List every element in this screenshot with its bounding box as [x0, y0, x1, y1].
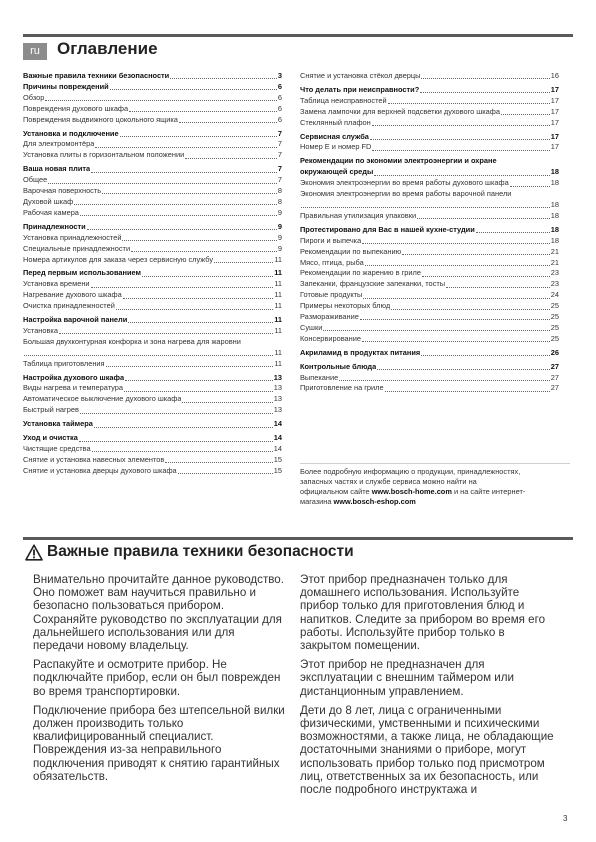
toc-leader — [102, 193, 277, 194]
toc-leader — [170, 78, 277, 79]
toc-entry-title: Снятие и установка навесных элементов — [23, 454, 165, 464]
toc-page-number: 11 — [274, 315, 282, 325]
toc-leader — [178, 473, 273, 474]
toc-entry-title: Повреждения выдвижного цокольного ящика — [23, 114, 178, 124]
toc-page-number: 18 — [550, 199, 559, 209]
toc-entry[interactable] — [300, 132, 559, 143]
toc-leader — [388, 103, 550, 104]
toc-page-number: 26 — [550, 347, 559, 357]
safety-title: Важные правила техники безопасности — [47, 543, 354, 560]
toc-leader — [339, 380, 550, 381]
toc-page-number: 7 — [277, 139, 282, 149]
toc-page-number: 6 — [277, 92, 282, 102]
toc-leader — [106, 366, 274, 367]
toc-page-number: 13 — [273, 383, 282, 393]
toc-entry-title: Рекомендации по жарению в гриле — [300, 268, 421, 278]
toc-page-number: 21 — [550, 246, 559, 256]
toc-page-number: 11 — [274, 290, 282, 300]
bosch-home-link[interactable]: www.bosch-home.com — [371, 487, 452, 496]
toc-leader — [92, 451, 273, 452]
toc-entry-title: Уход и очистка — [23, 433, 78, 443]
toc-page-number: 17 — [550, 106, 559, 116]
toc-entry-title: Экономия электроэнергии во время работы духового шкафа — [300, 178, 509, 188]
toc-leader — [116, 309, 274, 310]
toc-entry-title: Установка времени — [23, 279, 90, 289]
toc-page-number: 11 — [274, 325, 282, 335]
toc-entry-title: Для электромонтёра — [23, 139, 95, 149]
toc-entry-title: Важные правила техники безопасности — [23, 71, 170, 80]
safety-section-header — [23, 537, 573, 564]
toc-leader — [87, 229, 277, 230]
toc-page-number: 9 — [277, 221, 282, 231]
page-number: 3 — [563, 814, 568, 823]
toc-entry[interactable] — [23, 433, 282, 444]
toc-entry[interactable] — [23, 175, 282, 186]
toc-entry[interactable] — [300, 258, 559, 269]
toc-leader — [94, 427, 273, 428]
toc-page-number: 17 — [550, 117, 559, 127]
toc-leader — [421, 78, 549, 79]
toc-entry-title: Рекомендации по выпеканию — [300, 246, 402, 256]
toc-page-number: 18 — [550, 235, 559, 245]
toc-page-number: 15 — [273, 465, 282, 475]
toc-entry-title: Настройка духового шкафа — [23, 372, 125, 382]
toc-entry[interactable] — [300, 362, 559, 373]
toc-entry-title: Замена лампочки для верхней подсветки духового шкафа — [300, 106, 500, 116]
toc-entry-title: Чистящие средства — [23, 444, 91, 453]
safety-left-column — [33, 573, 288, 789]
toc-entry-title: Снятие и установка дверцы духового шкафа — [23, 465, 177, 475]
website-note-text: и на сайте интернет- — [451, 487, 526, 496]
toc-entry-title: Автоматическое выключение духового шкафа — [23, 394, 182, 404]
toc-leader — [417, 218, 550, 219]
toc-entry[interactable] — [300, 279, 559, 290]
toc-leader — [362, 341, 550, 342]
toc-leader — [120, 136, 277, 137]
toc-entry-title: Ваша новая плита — [23, 164, 91, 174]
toc-leader — [80, 413, 273, 414]
toc-entry[interactable] — [300, 167, 559, 178]
toc-leader — [391, 309, 550, 310]
bosch-eshop-link[interactable]: www.bosch-eshop.com — [333, 497, 416, 506]
toc-leader — [179, 122, 277, 123]
toc-page-number: 9 — [277, 207, 282, 217]
toc-page-number: 3 — [277, 71, 282, 80]
toc-page-number: 9 — [277, 243, 282, 253]
toc-header — [23, 34, 573, 63]
safety-paragraph: Этот прибор не предназначен для эксплуатации с внешним таймером или дистанционным управлением. — [300, 658, 514, 698]
toc-entry[interactable] — [23, 290, 282, 301]
toc-entry-title: Установка принадлежностей — [23, 232, 122, 242]
toc-page-number: 18 — [550, 167, 559, 177]
toc-entry[interactable] — [23, 268, 282, 279]
toc-entry-title: Протестировано для Вас в нашей кухне-студии — [300, 224, 475, 234]
toc-entry-title: Что делать при неисправности? — [300, 84, 420, 94]
website-note-line — [300, 487, 570, 497]
toc-entry-title: Номер E и номер FD — [300, 142, 372, 152]
toc-leader — [122, 240, 276, 241]
toc-entry[interactable] — [23, 348, 282, 359]
toc-entry[interactable] — [23, 233, 282, 244]
toc-entry[interactable] — [300, 225, 559, 236]
toc-entry[interactable] — [23, 139, 282, 150]
toc-leader — [129, 111, 277, 112]
toc-entry[interactable] — [300, 211, 559, 222]
toc-page-number: 15 — [273, 454, 282, 464]
toc-entry-title: Общее — [23, 175, 48, 185]
toc-entry[interactable] — [300, 334, 559, 345]
toc-page-number: 14 — [273, 433, 282, 443]
toc-page-number: 8 — [277, 186, 282, 196]
toc-page-number: 25 — [550, 322, 559, 332]
toc-entry[interactable] — [23, 373, 282, 384]
toc-entry[interactable] — [300, 268, 559, 279]
toc-entry[interactable] — [23, 104, 282, 115]
toc-entry[interactable] — [300, 236, 559, 247]
toc-entry-title: Номера артикулов для заказа через сервисную службу — [23, 254, 214, 264]
toc-leader — [501, 114, 550, 115]
toc-entry[interactable] — [23, 466, 282, 477]
toc-left-column — [23, 71, 282, 477]
toc-entry-title: Акриламид в продуктах питания — [300, 347, 421, 357]
toc-entry-title: Готовые продукты — [300, 290, 363, 300]
toc-leader — [182, 402, 272, 403]
toc-leader — [128, 322, 273, 323]
toc-page-number: 16 — [550, 71, 559, 80]
website-note-text: магазина — [300, 497, 334, 506]
toc-entry-title: Мясо, птица, рыба — [300, 257, 364, 267]
toc-entry-title: Духовой шкаф — [23, 196, 74, 206]
website-note-line: запасных частях и службе сервиса можно найти на — [300, 477, 477, 486]
toc-page-number: 24 — [550, 290, 559, 300]
toc-page-number: 27 — [550, 372, 559, 382]
safety-paragraph: Распакуйте и осмотрите прибор. Не подключайте прибор, если он был поврежден во время транспортировки. — [33, 658, 281, 698]
toc-entry-title: Очистка принадлежностей — [23, 301, 115, 311]
toc-leader — [510, 186, 550, 187]
toc-page-number: 18 — [550, 178, 559, 188]
toc-entry[interactable] — [23, 71, 282, 82]
toc-entry[interactable] — [23, 383, 282, 394]
toc-page-number: 18 — [550, 210, 559, 220]
toc-entry[interactable] — [23, 301, 282, 312]
toc-entry[interactable] — [23, 279, 282, 290]
toc-entry[interactable] — [23, 244, 282, 255]
toc-entry[interactable] — [300, 71, 559, 82]
toc-entry-title: Приготовление на гриле — [300, 383, 384, 393]
toc-entry[interactable] — [23, 197, 282, 208]
toc-entry-title: Сушки — [300, 322, 323, 332]
toc-leader — [95, 147, 277, 148]
toc-leader — [301, 207, 550, 208]
toc-leader — [446, 287, 550, 288]
safety-paragraph: Подключение прибора без штепсельной вилки должен производить только квалифицированный специалист. Повреждения из-за неправильного подключения приводят к снятию гарантийных обязательств. — [33, 703, 285, 783]
safety-right-column — [300, 573, 555, 802]
toc-leader — [74, 204, 277, 205]
toc-page-number: 11 — [274, 254, 282, 264]
toc-entry[interactable] — [300, 200, 559, 211]
toc-entry-title: Большая двухконтурная конфорка и зона нагрева для жаровни — [23, 336, 241, 346]
toc-entry[interactable] — [300, 312, 559, 323]
toc-page-number: 21 — [550, 257, 559, 267]
toc-leader — [374, 175, 550, 176]
toc-entry[interactable] — [300, 247, 559, 258]
toc-page-number: 25 — [550, 333, 559, 343]
toc-page-number: 7 — [277, 175, 282, 185]
toc-leader — [363, 298, 549, 299]
toc-leader — [402, 254, 550, 255]
toc-leader — [110, 89, 277, 90]
toc-page-number: 11 — [274, 279, 282, 289]
toc-entry[interactable] — [23, 186, 282, 197]
toc-entry-title: Виды нагрева и температура — [23, 383, 123, 393]
toc-entry[interactable] — [300, 118, 559, 129]
toc-page-number: 11 — [274, 347, 282, 357]
toc-entry-title: Специальные принадлежности — [23, 243, 131, 253]
toc-entry[interactable] — [23, 129, 282, 140]
toc-leader — [422, 276, 550, 277]
toc-leader — [365, 265, 550, 266]
toc-entry-title: Принадлежности — [23, 221, 86, 231]
website-note-text: официальном сайте — [300, 487, 372, 496]
toc-entry-title: Обзор — [23, 92, 45, 102]
toc-leader — [91, 287, 274, 288]
toc-entry[interactable] — [23, 150, 282, 161]
toc-leader — [323, 330, 549, 331]
toc-entry[interactable] — [23, 359, 282, 370]
toc-entry[interactable] — [300, 373, 559, 384]
toc-page-number: 14 — [273, 419, 282, 429]
toc-entry[interactable] — [300, 178, 559, 189]
toc-leader — [131, 251, 277, 252]
toc-page-number: 17 — [550, 142, 559, 152]
toc-page-number: 13 — [273, 405, 282, 415]
toc-leader — [80, 215, 277, 216]
toc-leader — [420, 92, 550, 93]
toc-entry-title: Настройка варочной панели — [23, 315, 128, 325]
toc-entry-title: Быстрый нагрев — [23, 405, 79, 415]
toc-page-number: 14 — [273, 444, 282, 453]
toc-entry-title: Экономия электроэнергии во время работы варочной панели — [300, 189, 512, 199]
toc-entry[interactable] — [23, 455, 282, 466]
toc-entry[interactable] — [23, 93, 282, 104]
toc-page-number: 27 — [550, 383, 559, 393]
toc-leader — [476, 232, 550, 233]
toc-entry-title: Запеканки, французские запеканки, тосты — [300, 279, 446, 289]
toc-leader — [360, 319, 550, 320]
toc-right-column — [300, 71, 559, 394]
toc-page-number: 27 — [550, 361, 559, 371]
toc-entry[interactable] — [300, 85, 559, 96]
toc-entry-title: Размораживание — [300, 312, 359, 322]
toc-leader — [372, 150, 549, 151]
toc-page-number: 17 — [550, 84, 559, 94]
language-badge: ru — [23, 43, 47, 60]
toc-leader — [362, 243, 550, 244]
toc-page-number: 23 — [550, 279, 559, 289]
toc-entry-title: Причины повреждений — [23, 81, 109, 91]
toc-entry-title: Варочная поверхность — [23, 186, 102, 196]
toc-leader — [59, 333, 273, 334]
toc-title: Оглавление — [57, 39, 158, 58]
toc-entry-title: окружающей среды — [300, 167, 374, 177]
toc-page-number: 11 — [274, 268, 282, 278]
toc-entry-title: Рекомендации по экономии электроэнергии и охране — [300, 156, 497, 166]
toc-entry[interactable] — [23, 208, 282, 219]
toc-leader — [372, 125, 550, 126]
website-note-line — [300, 497, 570, 507]
toc-leader — [124, 391, 273, 392]
toc-page-number: 11 — [274, 301, 282, 311]
toc-leader — [48, 183, 277, 184]
toc-page-number: 23 — [550, 268, 559, 278]
toc-leader — [421, 355, 550, 356]
toc-leader — [125, 380, 273, 381]
toc-entry[interactable] — [23, 419, 282, 430]
toc-entry-title: Рабочая камера — [23, 207, 79, 217]
toc-entry-title: Установка — [23, 325, 58, 335]
toc-entry-title: Стеклянный плафон — [300, 117, 371, 127]
toc-entry[interactable] — [300, 107, 559, 118]
toc-page-number: 25 — [550, 301, 559, 311]
toc-page-number: 9 — [277, 232, 282, 242]
warning-triangle-icon — [25, 544, 43, 561]
toc-entry[interactable] — [23, 82, 282, 93]
toc-entry-title: Пироги и выпечка — [300, 235, 362, 245]
toc-entry-title: Повреждения духового шкафа — [23, 103, 129, 113]
website-note-line: Более подробную информацию о продукции, принадлежностях, — [300, 467, 521, 476]
toc-entry-title: Перед первым использованием — [23, 268, 141, 278]
toc-leader — [91, 172, 277, 173]
toc-entry[interactable] — [300, 383, 559, 394]
toc-entry[interactable] — [300, 323, 559, 334]
toc-page-number: 7 — [277, 164, 282, 174]
toc-entry[interactable] — [23, 315, 282, 326]
toc-entry[interactable] — [23, 405, 282, 416]
toc-entry[interactable] — [23, 164, 282, 175]
toc-leader — [377, 369, 550, 370]
toc-leader — [142, 276, 273, 277]
toc-page-number: 17 — [550, 131, 559, 141]
safety-paragraph: Этот прибор предназначен только для домашнего использования. Используйте прибор только для приготовления блюд и напитков. Следите за прибором во время его работы. Используйте прибор только в закрытом помещении. — [300, 573, 546, 653]
toc-entry[interactable] — [300, 290, 559, 301]
toc-entry-title: Установка плиты в горизонтальном положении — [23, 150, 185, 160]
toc-entry-title: Установка и подключение — [23, 128, 119, 138]
toc-page-number: 18 — [550, 224, 559, 234]
toc-page-number: 7 — [277, 128, 282, 138]
toc-entry[interactable] — [23, 394, 282, 405]
toc-entry[interactable] — [23, 255, 282, 266]
toc-entry[interactable] — [23, 326, 282, 337]
toc-page-number: 13 — [273, 394, 282, 404]
toc-leader — [370, 139, 550, 140]
toc-entry-title: Таблица приготовления — [23, 358, 105, 368]
toc-page-number: 6 — [277, 103, 282, 113]
toc-page-number: 8 — [277, 196, 282, 206]
toc-leader — [123, 298, 274, 299]
toc-leader — [165, 462, 272, 463]
toc-entry[interactable] — [23, 222, 282, 233]
toc-page-number: 17 — [550, 95, 559, 105]
toc-entry[interactable] — [23, 444, 282, 455]
toc-leader — [185, 158, 277, 159]
toc-entry-title: Контрольные блюда — [300, 361, 377, 371]
website-note — [300, 463, 570, 507]
toc-entry-title: Примеры некоторых блюд — [300, 301, 391, 311]
toc-entry-title: Правильная утилизация упаковки — [300, 210, 417, 220]
safety-paragraph: Внимательно прочитайте данное руководство. Оно поможет вам научиться правильно и безопасно пользоваться прибором. Сохраняйте руководство по эксплуатации для дальнейшего использования или для передачи новому владельцу. — [33, 573, 284, 653]
toc-entry[interactable] — [300, 189, 559, 200]
toc-page-number: 13 — [273, 372, 282, 382]
toc-entry-title: Сервисная служба — [300, 131, 369, 141]
toc-entry-title: Консервирование — [300, 333, 361, 343]
toc-entry[interactable] — [300, 348, 559, 359]
toc-entry-title: Таблица неисправностей — [300, 95, 387, 105]
safety-paragraph: Дети до 8 лет, лица с ограниченными физическими, умственными и психическими возможностями, а также лица, не обладающие достаточными знаниями о приборе, могут использовать прибор только под присмотром лиц, ответственных за их безопасность, или после подробного инструктажа и — [300, 703, 554, 797]
toc-entry-title: Снятие и установка стёкол дверцы — [300, 71, 421, 80]
toc-entry-title: Нагревание духового шкафа — [23, 290, 122, 300]
toc-entry-title: Выпекание — [300, 372, 339, 382]
toc-page-number: 6 — [277, 81, 282, 91]
toc-entry[interactable] — [23, 115, 282, 126]
toc-page-number: 25 — [550, 312, 559, 322]
toc-entry[interactable] — [300, 142, 559, 153]
toc-entry[interactable] — [300, 156, 559, 167]
toc-page-number: 6 — [277, 114, 282, 124]
toc-leader — [79, 441, 273, 442]
toc-page-number: 11 — [274, 358, 282, 368]
toc-leader — [385, 391, 550, 392]
toc-page-number: 7 — [277, 150, 282, 160]
toc-leader — [214, 262, 273, 263]
toc-entry[interactable] — [23, 337, 282, 348]
toc-entry-title: Установка таймера — [23, 419, 93, 429]
toc-leader — [24, 355, 273, 356]
toc-entry[interactable] — [300, 301, 559, 312]
toc-leader — [45, 100, 277, 101]
toc-entry[interactable] — [300, 96, 559, 107]
